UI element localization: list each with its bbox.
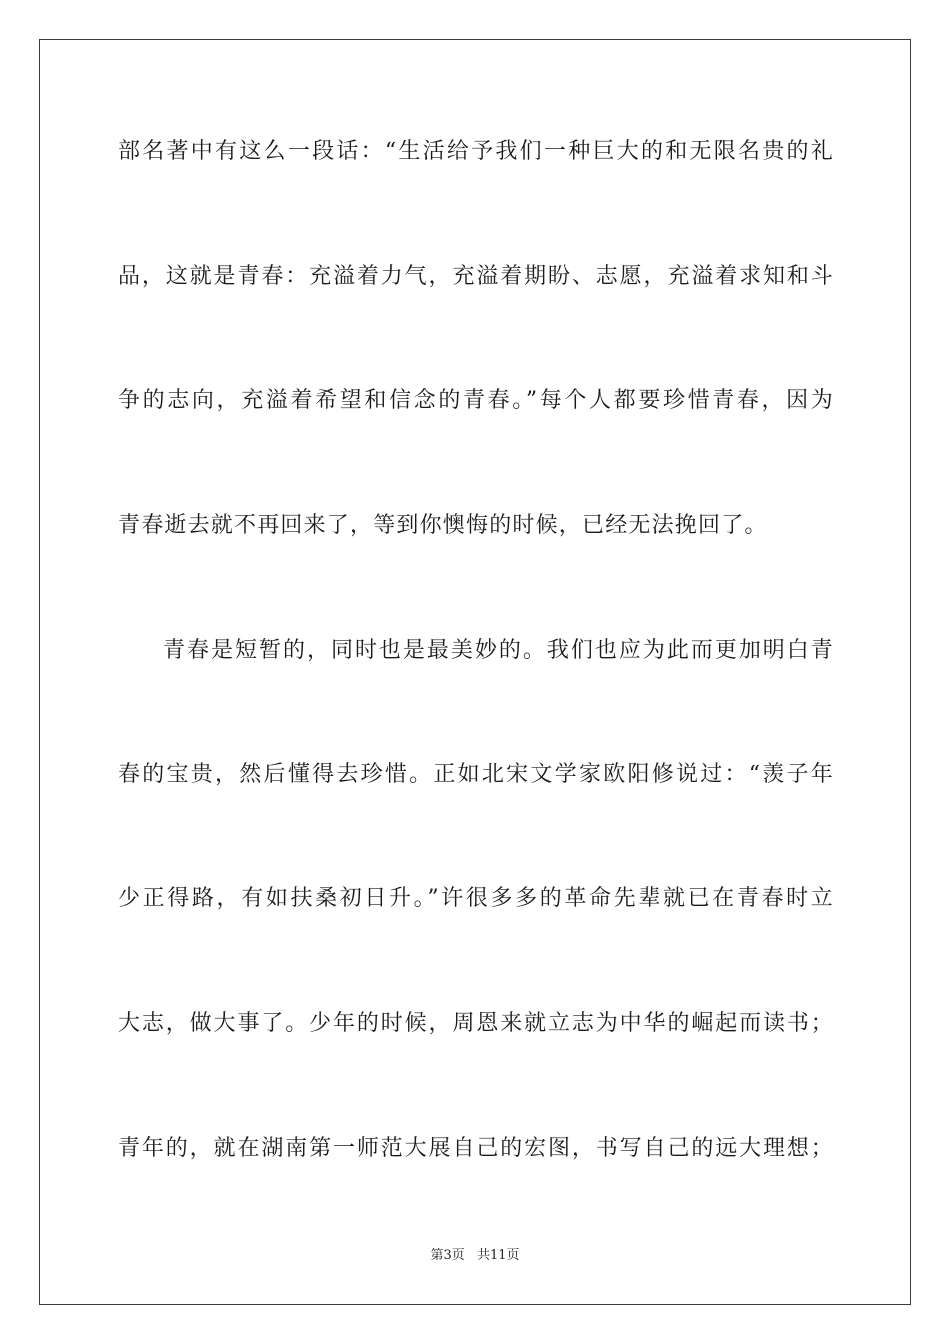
text-line: 青春逝去就不再回来了，等到你懊悔的时候，已经无法挽回了。	[118, 513, 768, 538]
page-number: 第3页	[430, 1248, 465, 1263]
text-line: 品，这就是青春：充溢着力气，充溢着期盼、志愿，充溢着求知和斗	[118, 264, 834, 289]
page-footer	[0, 1247, 950, 1265]
text-line: 青年的，就在湖南第一师范大展自己的宏图，书写自己的远大理想；	[118, 1136, 834, 1161]
paragraph-first-line: 青春是短暂的，同时也是最美妙的。我们也应为此而更加明白青	[163, 638, 834, 663]
text-line: 春的宝贵，然后懂得去珍惜。正如北宋文学家欧阳修说过：“羡子年	[118, 762, 834, 787]
page-border	[39, 39, 911, 1305]
page-total: 共11页	[476, 1248, 520, 1263]
text-line: 争的志向，充溢着希望和信念的青春。”每个人都要珍惜青春，因为	[118, 388, 834, 413]
text-line: 少正得路，有如扶桑初日升。”许很多多的革命先辈就已在青春时立	[118, 886, 834, 911]
text-line: 部名著中有这么一段话：“生活给予我们一种巨大的和无限名贵的礼	[118, 139, 834, 164]
text-line: 大志，做大事了。少年的时候，周恩来就立志为中华的崛起而读书；	[118, 1011, 834, 1036]
